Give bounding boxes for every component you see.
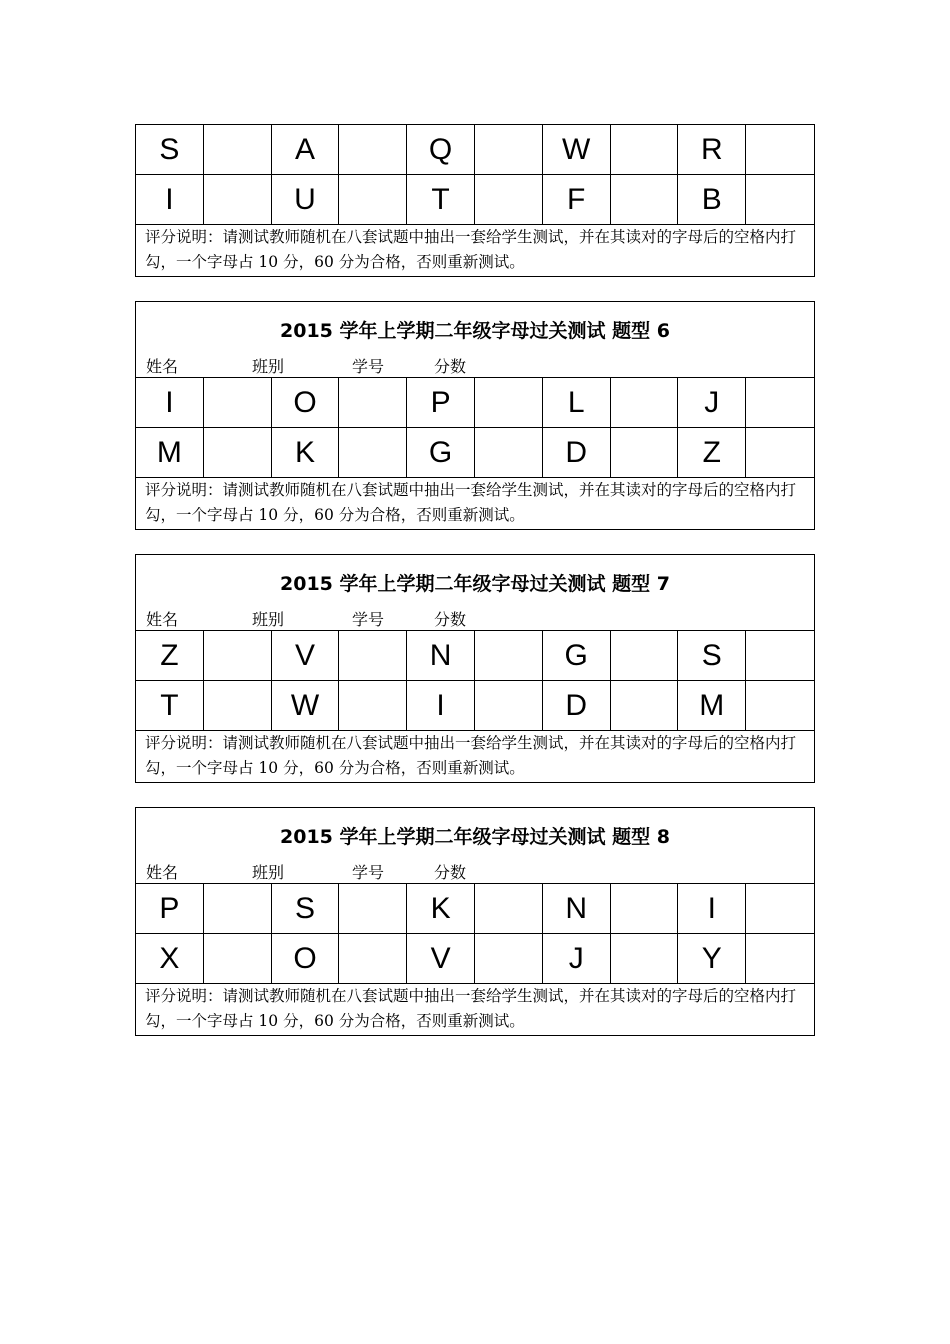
letter-cell: P — [136, 884, 204, 934]
check-cell — [339, 428, 407, 478]
check-cell — [611, 175, 679, 225]
letter-grid — [136, 125, 814, 225]
letter-cell: N — [407, 631, 475, 681]
check-cell — [339, 378, 407, 428]
check-cell — [475, 175, 543, 225]
letter-cell: N — [543, 884, 611, 934]
letter-cell: Z — [678, 428, 746, 478]
name-label: 姓名 — [146, 610, 179, 629]
check-cell — [611, 125, 679, 175]
letter-cell: V — [407, 934, 475, 984]
check-cell — [339, 934, 407, 984]
letter-cell: I — [407, 681, 475, 731]
letter-cell: I — [136, 175, 204, 225]
letter-cell: T — [136, 681, 204, 731]
score-label: 分数 — [434, 863, 467, 882]
check-cell — [204, 125, 272, 175]
check-cell — [746, 125, 814, 175]
score-label: 分数 — [434, 610, 467, 629]
card-title: 2015 学年上学期二年级字母过关测试 题型 8 — [280, 826, 670, 848]
letter-cell: K — [407, 884, 475, 934]
check-cell — [746, 884, 814, 934]
check-cell — [204, 934, 272, 984]
letter-cell: K — [272, 428, 340, 478]
letter-cell: I — [136, 378, 204, 428]
class-label: 班别 — [252, 863, 285, 882]
letter-cell: T — [407, 175, 475, 225]
letter-cell: L — [543, 378, 611, 428]
scoring-note: 评分说明：请测试教师随机在八套试题中抽出一套给学生测试，并在其读对的字母后的空格内打勾，一个字母占 10 分，60 分为合格，否则重新测试。 — [145, 228, 797, 271]
check-cell — [475, 631, 543, 681]
number-label: 学号 — [352, 357, 385, 376]
letter-grid — [136, 378, 814, 478]
check-cell — [611, 428, 679, 478]
check-cell — [475, 884, 543, 934]
check-cell — [611, 631, 679, 681]
card-title: 2015 学年上学期二年级字母过关测试 题型 6 — [280, 320, 670, 342]
number-label: 学号 — [352, 863, 385, 882]
letter-cell: Z — [136, 631, 204, 681]
check-cell — [746, 378, 814, 428]
number-label: 学号 — [352, 610, 385, 629]
letter-cell: S — [272, 884, 340, 934]
letter-cell: S — [678, 631, 746, 681]
letter-cell: M — [678, 681, 746, 731]
letter-cell: U — [272, 175, 340, 225]
letter-cell: M — [136, 428, 204, 478]
check-cell — [611, 934, 679, 984]
letter-cell: W — [543, 125, 611, 175]
letter-cell: B — [678, 175, 746, 225]
check-cell — [746, 175, 814, 225]
letter-cell: S — [136, 125, 204, 175]
card-header — [136, 555, 814, 631]
check-cell — [339, 884, 407, 934]
letter-cell: R — [678, 125, 746, 175]
name-label: 姓名 — [146, 357, 179, 376]
letter-cell: F — [543, 175, 611, 225]
check-cell — [204, 378, 272, 428]
check-cell — [746, 681, 814, 731]
letter-cell: J — [543, 934, 611, 984]
test-card-5 — [135, 124, 815, 277]
letter-cell: O — [272, 378, 340, 428]
letter-cell: G — [543, 631, 611, 681]
name-label: 姓名 — [146, 863, 179, 882]
letter-cell: X — [136, 934, 204, 984]
scoring-note: 评分说明：请测试教师随机在八套试题中抽出一套给学生测试，并在其读对的字母后的空格内打勾，一个字母占 10 分，60 分为合格，否则重新测试。 — [145, 481, 797, 524]
letter-cell: D — [543, 428, 611, 478]
check-cell — [475, 125, 543, 175]
test-card-6 — [135, 301, 815, 530]
letter-cell: A — [272, 125, 340, 175]
check-cell — [204, 428, 272, 478]
test-card-7 — [135, 554, 815, 783]
check-cell — [611, 681, 679, 731]
class-label: 班别 — [252, 610, 285, 629]
test-card-8 — [135, 807, 815, 1036]
check-cell — [746, 934, 814, 984]
letter-cell: J — [678, 378, 746, 428]
score-label: 分数 — [434, 357, 467, 376]
letter-cell: V — [272, 631, 340, 681]
letter-cell: G — [407, 428, 475, 478]
letter-cell: Y — [678, 934, 746, 984]
class-label: 班别 — [252, 357, 285, 376]
check-cell — [339, 125, 407, 175]
card-header — [136, 808, 814, 884]
check-cell — [204, 631, 272, 681]
check-cell — [475, 378, 543, 428]
check-cell — [339, 175, 407, 225]
check-cell — [475, 428, 543, 478]
letter-cell: P — [407, 378, 475, 428]
scoring-note: 评分说明：请测试教师随机在八套试题中抽出一套给学生测试，并在其读对的字母后的空格内打勾，一个字母占 10 分，60 分为合格，否则重新测试。 — [145, 734, 797, 777]
card-title: 2015 学年上学期二年级字母过关测试 题型 7 — [280, 573, 670, 595]
check-cell — [746, 428, 814, 478]
letter-cell: Q — [407, 125, 475, 175]
letter-grid — [136, 884, 814, 984]
check-cell — [204, 175, 272, 225]
check-cell — [746, 631, 814, 681]
check-cell — [611, 378, 679, 428]
check-cell — [475, 681, 543, 731]
check-cell — [611, 884, 679, 934]
check-cell — [475, 934, 543, 984]
scoring-note: 评分说明：请测试教师随机在八套试题中抽出一套给学生测试，并在其读对的字母后的空格内打勾，一个字母占 10 分，60 分为合格，否则重新测试。 — [145, 987, 797, 1030]
card-header — [136, 302, 814, 378]
letter-cell: I — [678, 884, 746, 934]
check-cell — [204, 884, 272, 934]
check-cell — [339, 681, 407, 731]
check-cell — [204, 681, 272, 731]
letter-cell: W — [272, 681, 340, 731]
letter-grid — [136, 631, 814, 731]
check-cell — [339, 631, 407, 681]
letter-cell: D — [543, 681, 611, 731]
letter-cell: O — [272, 934, 340, 984]
